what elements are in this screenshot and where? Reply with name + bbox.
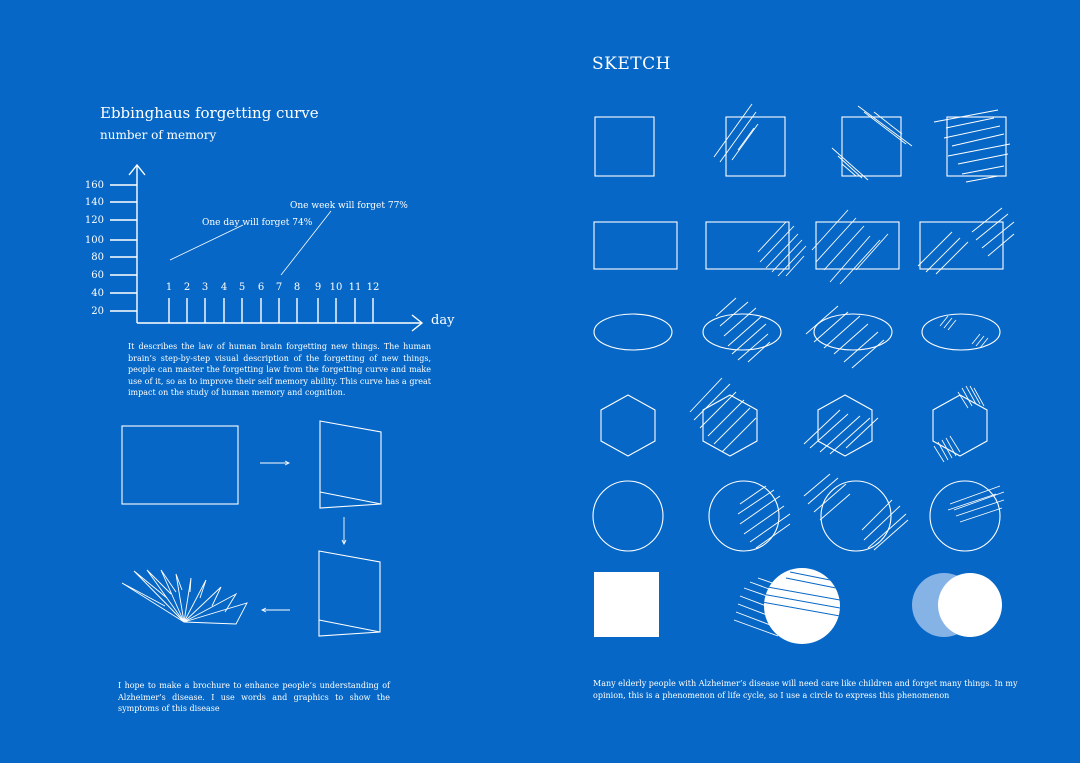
square-hatched-1 bbox=[726, 117, 785, 176]
x-tick-label: 12 bbox=[366, 282, 380, 293]
page-turn-diagram bbox=[122, 421, 381, 636]
x-tick-label: 5 bbox=[238, 282, 246, 293]
y-tick-label: 100 bbox=[84, 235, 104, 246]
annotation-one-week: One week will forget 77% bbox=[290, 201, 408, 211]
fanned-pages bbox=[122, 570, 247, 624]
overlapping-circles bbox=[912, 573, 1002, 637]
sketch-title: SKETCH bbox=[592, 54, 671, 74]
annotation-one-day: One day will forget 74% bbox=[202, 218, 313, 228]
square-plain bbox=[595, 117, 654, 176]
x-tick-label: 6 bbox=[257, 282, 265, 293]
x-tick-label: 2 bbox=[183, 282, 191, 293]
curve-description: It describes the law of human brain forgetting new things. The human brain’s step-by-step visual description of the forgetting of new things, people can master the forgetting law from the forgetting curve and make use of it, so as to improve their self memory ability. This curve has a great impact on the study of human memory and cognition. bbox=[128, 342, 431, 397]
pointer-one-day bbox=[170, 225, 243, 260]
y-tick-label: 20 bbox=[91, 306, 104, 317]
circle-row bbox=[593, 474, 1004, 551]
rectangle-hatched-2 bbox=[816, 222, 899, 269]
ellipse-row bbox=[594, 298, 1000, 368]
x-axis-label: day bbox=[431, 313, 455, 328]
y-tick-label: 80 bbox=[91, 252, 104, 263]
x-tick-label: 9 bbox=[314, 282, 322, 293]
circle-plain bbox=[593, 481, 663, 551]
brochure-note: I hope to make a brochure to enhance people’s understanding of Alzheimer’s disease. I use words and graphics to show the symptoms of this disease bbox=[118, 681, 390, 713]
hexagon-row bbox=[601, 378, 987, 462]
x-tick-label: 10 bbox=[329, 282, 343, 293]
y-tick-label: 140 bbox=[84, 197, 104, 208]
hexagon-plain bbox=[601, 395, 655, 456]
rectangle-row bbox=[594, 208, 1014, 284]
curve-title: Ebbinghaus forgetting curve bbox=[100, 104, 319, 122]
sketch-grid bbox=[593, 104, 1014, 644]
page-tilted bbox=[320, 421, 381, 508]
filled-square bbox=[594, 572, 659, 637]
ellipse-plain bbox=[594, 314, 672, 350]
x-tick-label: 11 bbox=[348, 282, 362, 293]
filled-row bbox=[594, 568, 1002, 644]
y-tick-label: 120 bbox=[84, 215, 104, 226]
rectangle-hatched-3 bbox=[920, 222, 1003, 269]
y-tick-label: 40 bbox=[91, 288, 104, 299]
circle-hatched-3 bbox=[930, 481, 1000, 551]
curve-subtitle: number of memory bbox=[100, 128, 217, 142]
forgetting-curve-chart bbox=[110, 165, 422, 331]
y-tick-label: 160 bbox=[84, 180, 104, 191]
chart-labels bbox=[85, 180, 455, 328]
page-flat bbox=[122, 426, 238, 504]
circle-hatched-2 bbox=[821, 481, 891, 551]
x-tick-label: 8 bbox=[293, 282, 301, 293]
rectangle-plain bbox=[594, 222, 677, 269]
sketch-note: Many elderly people with Alzheimer’s disease will need care like children and forget many things. In my opinion, this is a phenomenon of life cycle, so I use a circle to express this phenomenon bbox=[593, 679, 1018, 700]
x-tick-label: 3 bbox=[201, 282, 209, 293]
ellipse-hatched-3 bbox=[922, 314, 1000, 350]
circle-hatched-1 bbox=[709, 481, 779, 551]
x-tick-label: 1 bbox=[165, 282, 173, 293]
square-row bbox=[595, 104, 1010, 182]
page-tilted-2 bbox=[319, 551, 380, 636]
rectangle-hatched-1 bbox=[706, 222, 789, 269]
x-tick-label: 4 bbox=[220, 282, 228, 293]
y-tick-label: 60 bbox=[91, 270, 104, 281]
filled-circle-hatched bbox=[734, 568, 840, 644]
x-tick-label: 7 bbox=[275, 282, 283, 293]
